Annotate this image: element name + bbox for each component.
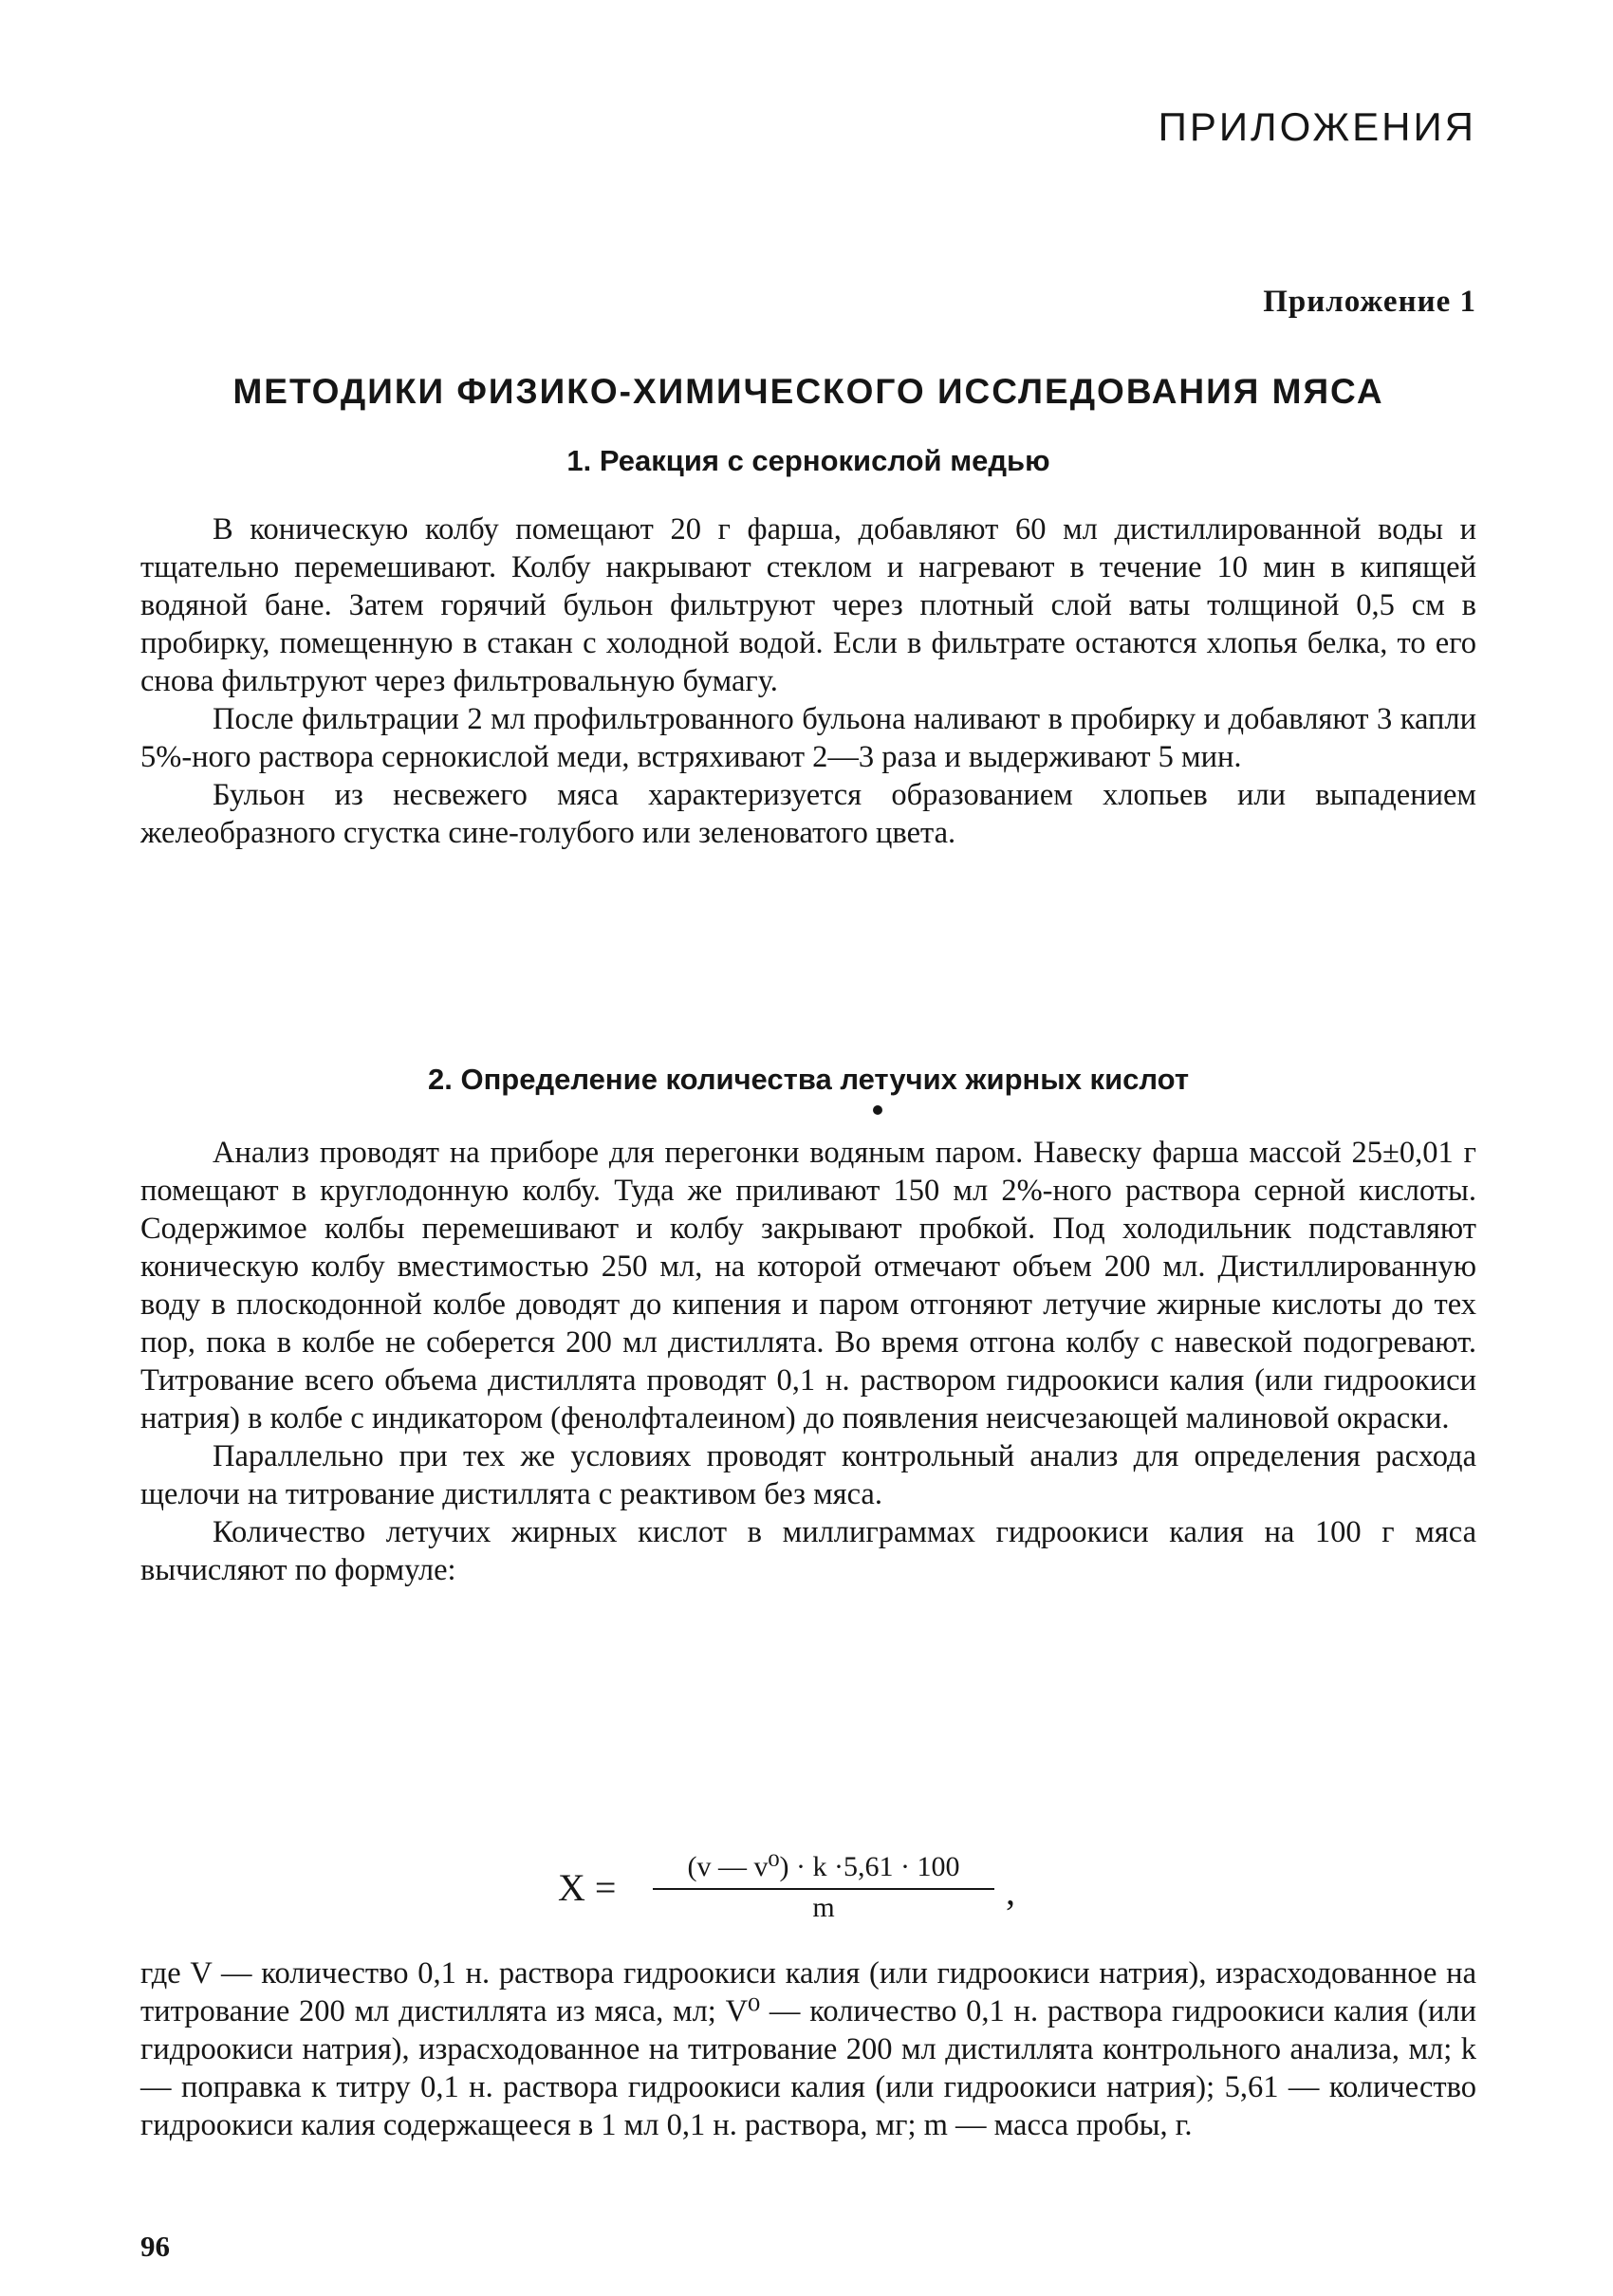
- formula-denominator: m: [812, 1892, 835, 1923]
- formula-fraction: [653, 1850, 994, 1926]
- print-dot-mark: [873, 1105, 882, 1115]
- section-header: ПРИЛОЖЕНИЯ: [1158, 104, 1476, 149]
- section-2-heading: 2. Определение количества летучих жирных кислот: [427, 1063, 1190, 1096]
- paragraph: После фильтрации 2 мл профильтрованного бульона наливают в пробирку и добавляют 3 капли 5%-ного раствора сернокислой меди, встряхивают 2—3 раза и выдерживают 5 мин.: [140, 702, 1476, 774]
- paragraph: Количество летучих жирных кислот в миллиграммах гидроокиси калия на 100 г мяса вычисляют по формуле:: [140, 1515, 1476, 1587]
- appendix-label: Приложение 1: [1263, 285, 1476, 319]
- formula-comma: ,: [1006, 1870, 1015, 1913]
- paragraph: Анализ проводят на приборе для перегонки водяным паром. Навеску фарша массой 25±0,01 г помещают в круглодонную колбу. Туда же приливают 150 мл 2%-ного раствора серной кислоты. Содержимое колбы перемешивают и колбу закрывают пробкой. Под холодильник подставляют коническую колбу вместимостью 250 мл, на которой отмечают объем 200 мл. Дистиллированную воду в плоскодонной колбе доводят до кипения и паром отгоняют летучие жирные кислоты до тех пор, пока в колбе не соберется 200 мл дистиллята. Во время отгона колбу с навеской подогревают. Титрование всего объема дистиллята проводят 0,1 н. раствором гидроокиси калия (или гидроокиси натрия) в колбе с индикатором (фенолфталеином) до появления неисчезающей малиновой окраски.: [140, 1136, 1476, 1435]
- section-1-heading: 1. Реакция с сернокислой медью: [566, 444, 1050, 477]
- formula: [558, 1850, 1127, 1926]
- document-title: МЕТОДИКИ ФИЗИКО-ХИМИЧЕСКОГО ИССЛЕДОВАНИЯ МЯСА: [232, 372, 1384, 411]
- formula-lhs: X =: [558, 1866, 617, 1909]
- formula-numerator: (v — v⁰) · k ·5,61 · 100: [653, 1850, 994, 1890]
- paragraph: В коническую колбу помещают 20 г фарша, добавляют 60 мл дистиллированной воды и тщательно перемешивают. Колбу накрывают стеклом и нагревают в течение 10 мин в кипящей водяной бане. Затем горячий бульон фильтруют через плотный слой ваты толщиной 0,5 см в пробирку, помещенную в стакан с холодной водой. Если в фильтрате остаются хлопья белка, то его снова фильтруют через фильтровальную бумагу.: [140, 512, 1476, 698]
- formula-legend: где V — количество 0,1 н. раствора гидроокиси калия (или гидроокиси натрия), израсходованное на титрование 200 мл дистиллята из мяса, мл; V⁰ — количество 0,1 н. раствора гидроокиси калия (или гидроокиси натрия), израсходованное на титрование 200 мл дистиллята контрольного анализа, мл; k — поправка к титру 0,1 н. раствора гидроокиси калия (или гидроокиси натрия); 5,61 — количество гидроокиси калия содержащееся в 1 мл 0,1 н. раствора, мг; m — масса пробы, г.: [140, 1956, 1476, 2142]
- page-number: 96: [140, 2230, 170, 2263]
- page: [140, 95, 1476, 2277]
- section-1-body: [140, 510, 1476, 852]
- paragraph: Параллельно при тех же условиях проводят контрольный анализ для определения расхода щелочи на титрование дистиллята с реактивом без мяса.: [140, 1439, 1476, 1511]
- section-2-body: [140, 1134, 1476, 1589]
- paragraph: Бульон из несвежего мяса характеризуется образованием хлопьев или выпадением желеобразного сгустка сине-голубого или зеленоватого цвета.: [140, 778, 1476, 850]
